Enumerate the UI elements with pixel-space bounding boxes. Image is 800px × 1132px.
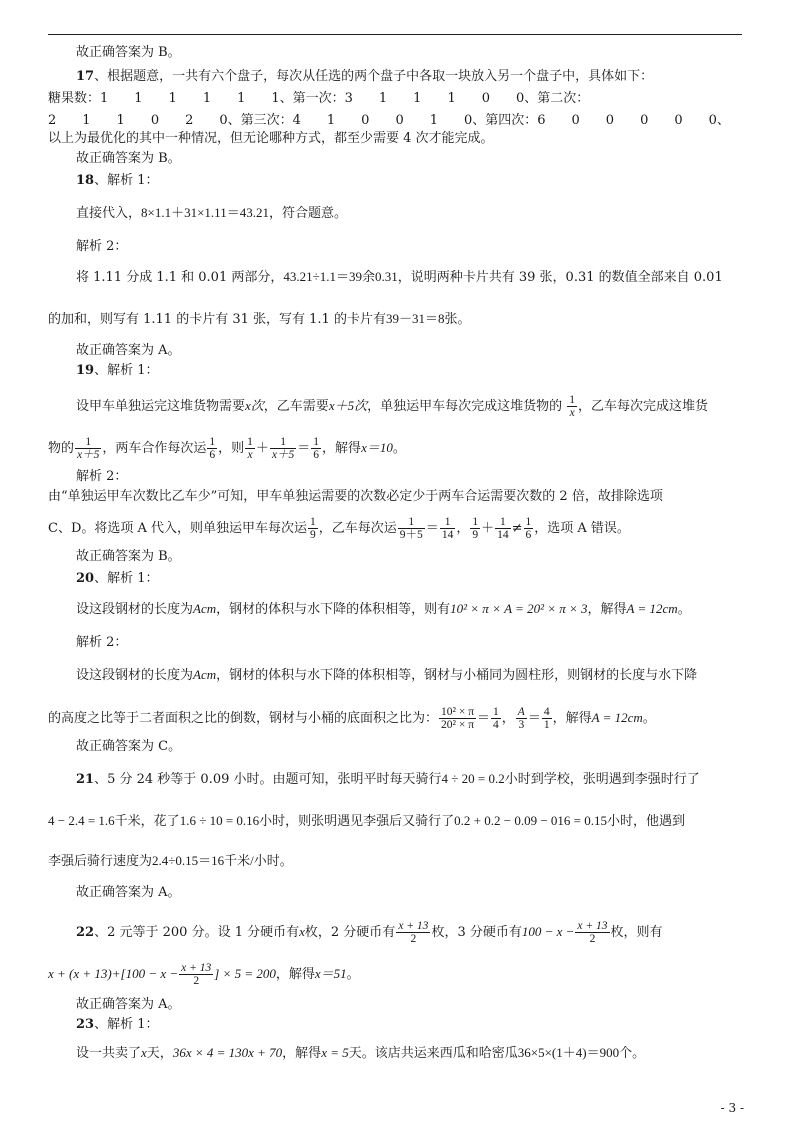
q21-line3: 李强后骑行速度为2.4÷0.15＝16千米/小时。: [48, 853, 293, 869]
q20-heading: 20、解析 1：: [76, 571, 159, 586]
fraction: $\frac{x + 13}{2}$: [577, 920, 608, 945]
q20-line1: 设这段钢材的长度为Acm，钢材的体积与水下降的体积相等，则有10² × π × A = 20² × π × 3，解得A = 12cm。: [76, 601, 691, 617]
q17-row1: 糖果数：1 1 1 1 1 1、第一次：3 1 1 1 0 0、第二次：: [48, 91, 590, 106]
q19-line1: 设甲车单独运完这堆货物需要x次，乙车需要x＋5次，单独运甲车每次完成这堆货物的 $\frac{1}{x}$ ，乙车每次完成这堆货: [76, 394, 709, 419]
formula: 39－31＝8张: [385, 311, 458, 326]
fraction: $\frac{1}{4}$: [493, 706, 499, 731]
answer-line: 故正确答案为 B。: [76, 45, 181, 60]
q19-analysis2-heading: 解析 2：: [76, 469, 128, 484]
fraction: $\frac{1}{6}$: [313, 436, 320, 461]
q20-line3: 的高度之比等于二者面积之比的倒数，钢材与小桶的底面积之比为： $\frac{\text{10² × π}}{\text{20² × π}}$ ＝ $\frac{1}{4}$ ， $\frac{A}{3}$ ＝ $\frac{4}{1}$ ，解得A = 12cm。: [48, 706, 656, 731]
q19-answer: 故正确答案为 B。: [76, 549, 181, 564]
q21-line2: 4 − 2.4 = 1.6千米，花了1.6 ÷ 10 = 0.16小时，则张明遇见李强后又骑行了0.2 + 0.2 − 0.09 − 016 = 0.15小时，他遇到: [48, 813, 686, 829]
fraction: $\frac{1}{x}$: [247, 436, 253, 461]
fraction: $\frac{1}{14}$: [497, 516, 509, 541]
fraction: $\frac{A}{3}$: [517, 706, 525, 731]
q21-line1: 21、5 分 24 秒等于 0.09 小时。由题可知，张明平时每天骑行4 ÷ 20 = 0.2小时到学校，张明遇到李强时行了: [76, 771, 700, 787]
fraction: $\frac{4}{1}$: [543, 706, 550, 731]
q19-line3: 由“单独运甲车次数比乙车少”可知，甲车单独运需要的次数必定少于两车合运需要次数的 2 倍，故排除选项: [48, 489, 663, 504]
fraction: $\frac{\text{10² × π}}{\text{20² × π}}$: [441, 706, 475, 731]
q19-heading: 19、解析 1：: [76, 363, 159, 378]
formula: 43.21÷1.1＝39余0.31: [283, 269, 398, 284]
q19-line4: C、D。将选项 A 代入，则单独运甲车每次运 $\frac{1}{9}$ ，乙车每次运 $\frac{1}{9+5}$ ＝ $\frac{1}{14}$ ， $\frac{1}{9}$ ＋ $\frac{1}{14}$ ≠ $\frac{1}{6}$ ，选项 A 错误。: [48, 516, 630, 541]
fraction: $\frac{x + 13}{2}$: [398, 920, 429, 945]
header-rule: [48, 34, 742, 35]
q23-line1: 设一共卖了x天，36x × 4 = 130x + 70，解得x = 5天。该店共运来西瓜和哈密瓜36×5×(1＋4)＝900个。: [76, 1045, 646, 1061]
q17-row3: 以上为最优化的其中一种情况，但无论哪种方式，都至少需要 4 次才能完成。: [48, 131, 494, 146]
fraction: $\frac{1}{6}$: [525, 516, 532, 541]
fraction: $\frac{x + 13}{2}$: [181, 962, 212, 987]
fraction: $\frac{1}{x+5}$: [77, 436, 100, 461]
q22-line1: 22、2 元等于 200 分。设 1 分硬币有x枚，2 分硬币有 $\frac{x + 13}{2}$ 枚，3 分硬币有100 − x − $\frac{x + 13}{2}$ 枚，则有: [76, 920, 663, 945]
fraction: $\frac{1}{9}$: [310, 516, 316, 541]
fraction: $\frac{1}{14}$: [441, 516, 454, 541]
q20-line2: 设这段钢材的长度为Acm，钢材的体积与水下降的体积相等，钢材与小桶同为圆柱形，则钢材的长度与水下降: [76, 667, 698, 683]
q20-analysis2-heading: 解析 2：: [76, 635, 128, 650]
fraction: $\frac{1}{x+5}$: [271, 436, 295, 461]
q18-line1: 直接代入，8×1.1＋31×1.11＝43.21，符合题意。: [76, 205, 347, 221]
q22-answer: 故正确答案为 A。: [76, 997, 181, 1012]
fraction: $\frac{1}{x}$: [569, 394, 575, 419]
q18-heading: 18、解析 1：: [76, 173, 159, 188]
fraction: $\frac{1}{6}$: [209, 436, 216, 461]
q17-row2: 2 1 1 0 2 0、第三次：4 1 0 0 1 0、第四次：6 0 0 0 0 0、: [48, 113, 730, 128]
q18-answer: 故正确答案为 A。: [76, 343, 181, 358]
q17-heading: 17、根据题意，一共有六个盘子，每次从任选的两个盘子中各取一块放入另一个盘子中，具体如下：: [76, 69, 654, 84]
fraction: $\frac{1}{9+5}$: [399, 516, 423, 541]
fraction: $\frac{1}{9}$: [472, 516, 479, 541]
q17-answer: 故正确答案为 B。: [76, 151, 181, 166]
q21-answer: 故正确答案为 A。: [76, 885, 181, 900]
q22-line2: x + (x + 13)+[100 − x − $\frac{x + 13}{2}$ ] × 5 = 200，解得x＝51。: [48, 962, 360, 987]
q18-analysis2-heading: 解析 2：: [76, 239, 128, 254]
q18-line2: 将 1.11 分成 1.1 和 0.01 两部分，43.21÷1.1＝39余0.31，说明两种卡片共有 39 张，0.31 的数值全部来自 0.01: [76, 269, 723, 285]
q23-heading: 23、解析 1：: [76, 1017, 159, 1032]
q19-line2: 物的 $\frac{1}{x+5}$ ，两车合作每次运 $\frac{1}{6}$ ，则 $\frac{1}{x}$ ＋ $\frac{1}{x+5}$ ＝ $\frac{1}{6}$ ，解得x＝10。: [48, 436, 406, 461]
page-number: - 3 -: [720, 1101, 744, 1115]
formula: 8×1.1＋31×1.11＝43.21: [141, 205, 269, 220]
q20-answer: 故正确答案为 C。: [76, 739, 182, 754]
q18-line3: 的加和，则写有 1.11 的卡片有 31 张，写有 1.1 的卡片有39－31＝8张。: [48, 311, 471, 327]
